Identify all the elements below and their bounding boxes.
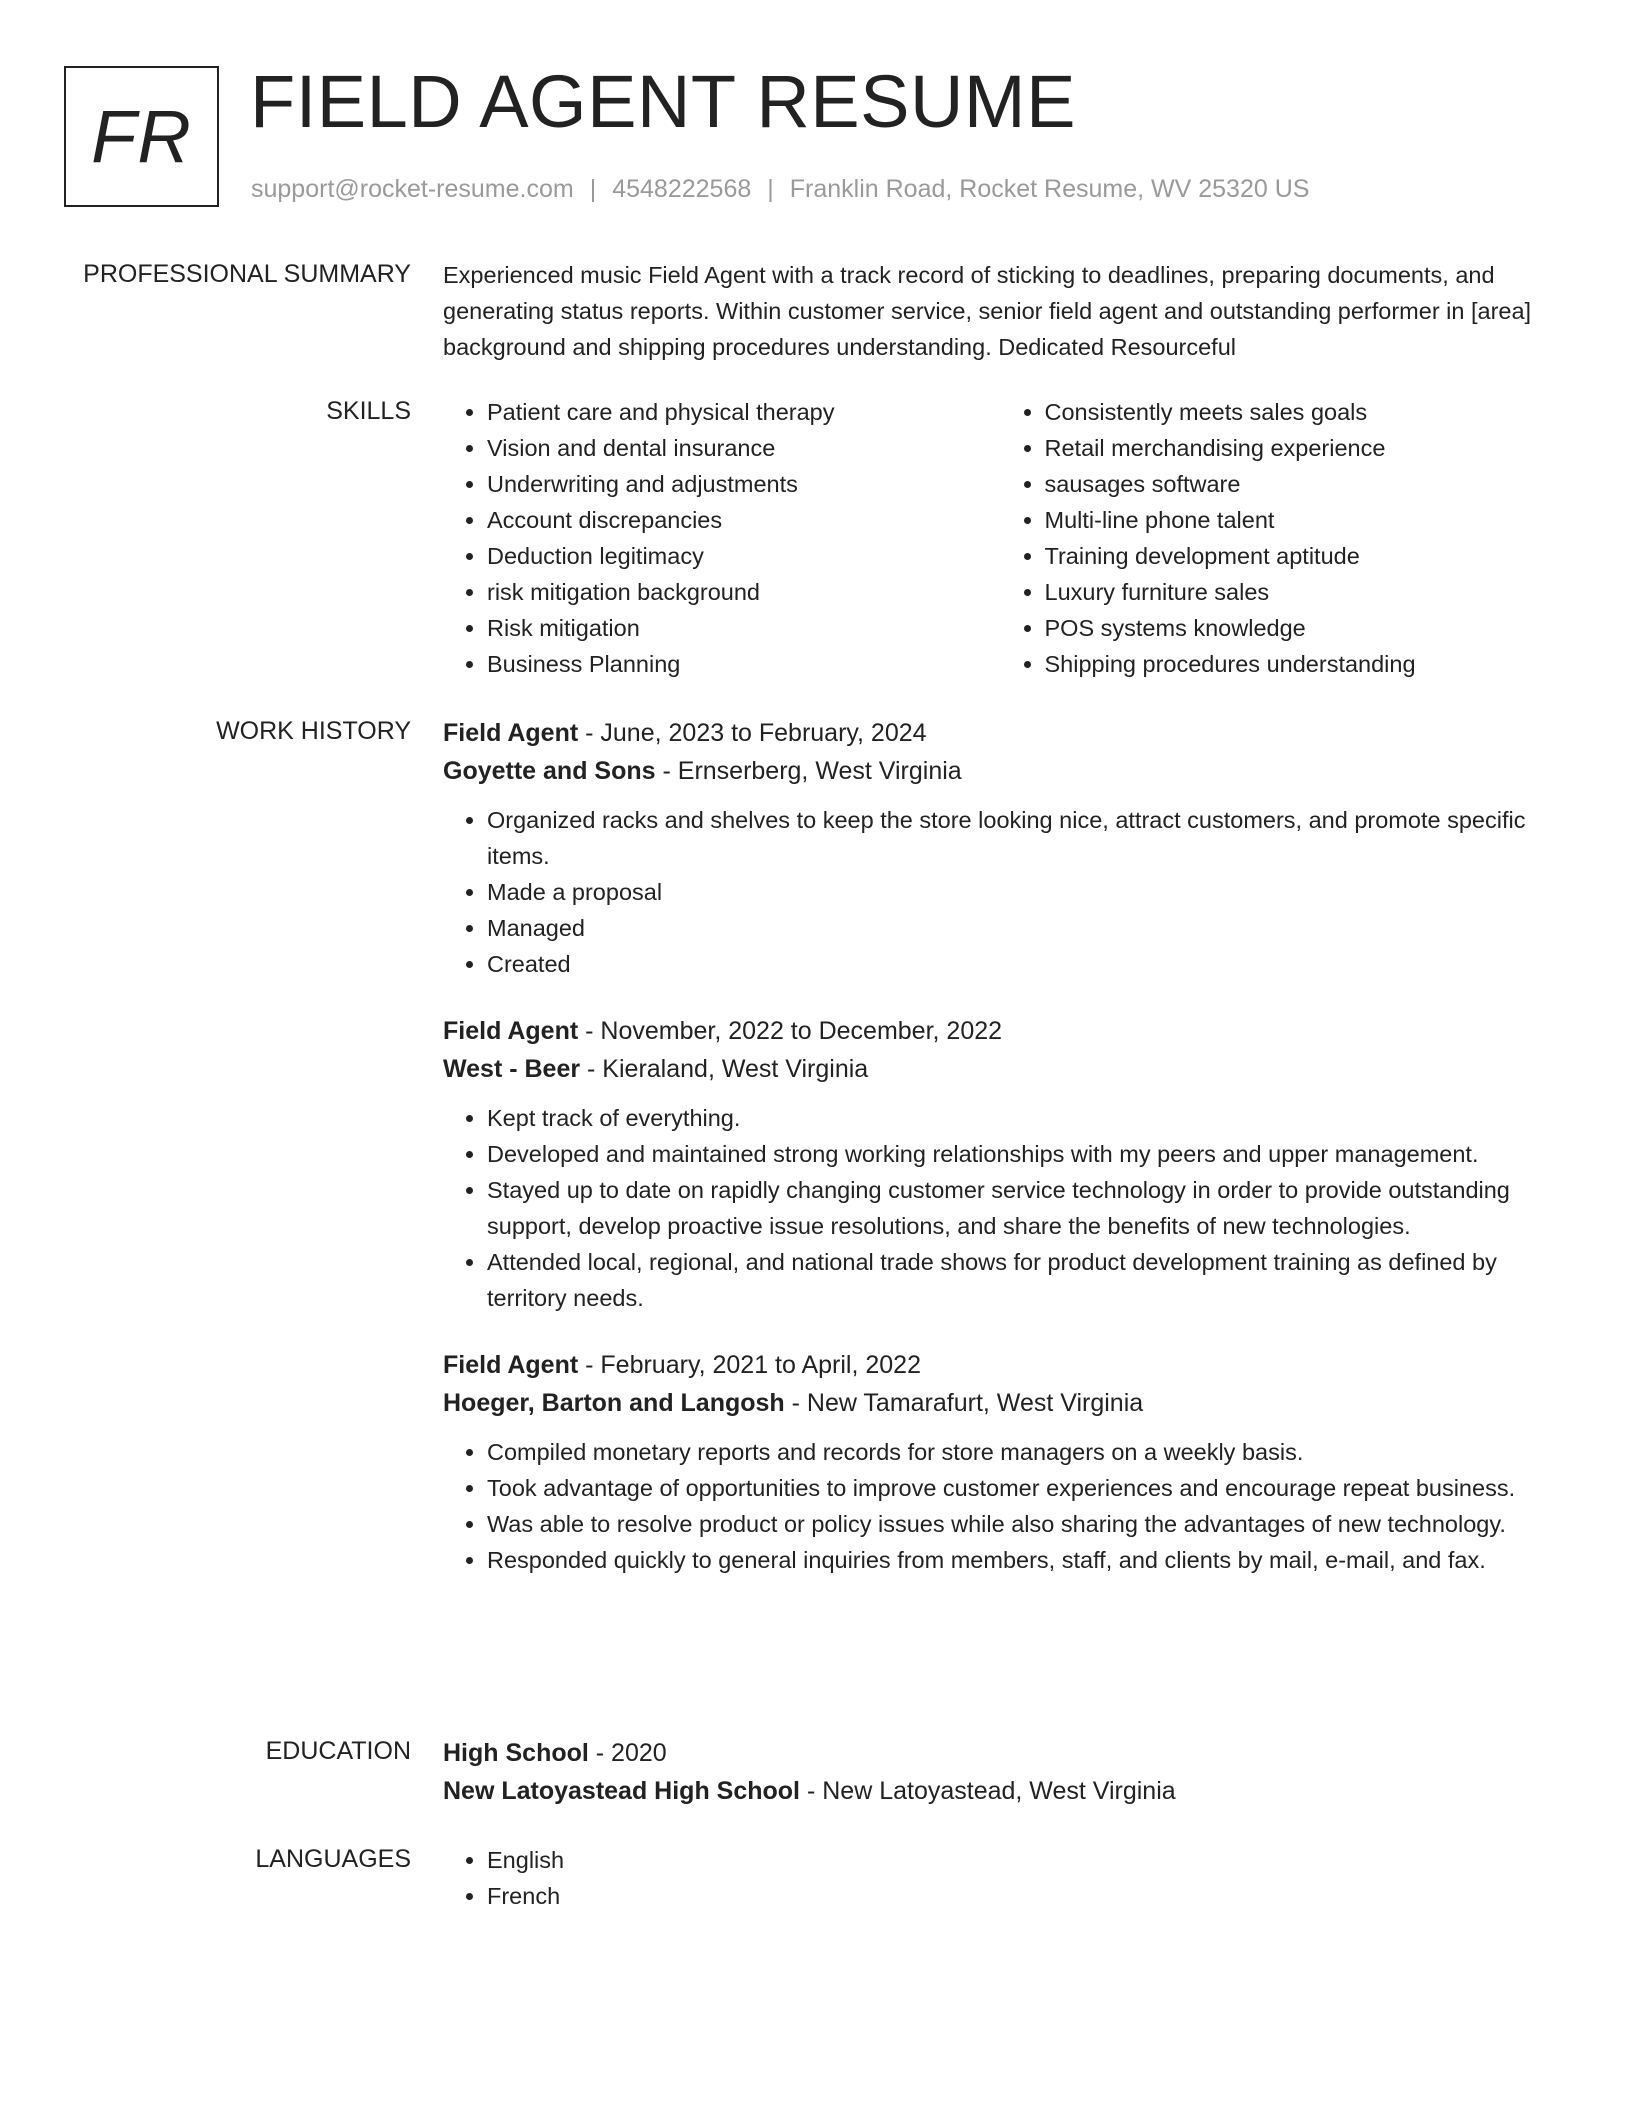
job-duty-item: • Was able to resolve product or policy issues while also sharing the advantages of new technology. (487, 1506, 1558, 1542)
contact-separator: | (589, 175, 597, 203)
job-title: Field Agent (443, 719, 579, 747)
skill-item: • Vision and dental insurance (487, 430, 1001, 466)
education-school: New Latoyastead High School (443, 1777, 801, 1805)
job-company: Goyette and Sons (443, 757, 656, 785)
work-history-body (443, 714, 1558, 1608)
education-degree-line (443, 1734, 1558, 1772)
job-title-line (443, 714, 1558, 752)
job-duty-item: • Attended local, regional, and national trade shows for product development training as defined by territory needs. (487, 1244, 1558, 1316)
skill-item: • Underwriting and adjustments (487, 466, 1001, 502)
skill-item: • Shipping procedures understanding (1045, 646, 1559, 682)
skill-item: • sausages software (1045, 466, 1559, 502)
job-duty-item: • Took advantage of opportunities to improve customer experiences and encourage repeat business. (487, 1470, 1558, 1506)
education-heading: EDUCATION (265, 1737, 411, 1765)
languages-body (443, 1842, 1558, 1914)
skills-body (443, 394, 1558, 682)
job-title: Field Agent (443, 1351, 579, 1379)
job-entry (443, 1012, 1558, 1316)
job-title-line (443, 1346, 1558, 1384)
languages-heading: LANGUAGES (255, 1845, 411, 1873)
skills-list-left (443, 394, 1001, 682)
skill-item: • Deduction legitimacy (487, 538, 1001, 574)
job-duty-item: • Developed and maintained strong working relationships with my peers and upper management. (487, 1136, 1558, 1172)
job-company-line (443, 1050, 1558, 1088)
skill-item: • Risk mitigation (487, 610, 1001, 646)
job-duty-item: • Stayed up to date on rapidly changing customer service technology in order to provide outstanding support, develop proactive issue resolutions, and share the benefits of new technologies. (487, 1172, 1558, 1244)
page-title: FIELD AGENT RESUME (250, 60, 1076, 143)
job-location: - Kieraland, West Virginia (580, 1055, 869, 1083)
job-duty-item: • Managed (487, 910, 1558, 946)
job-location: - Ernserberg, West Virginia (655, 757, 962, 785)
job-duties (443, 1100, 1558, 1316)
skill-item: • Consistently meets sales goals (1045, 394, 1559, 430)
skill-item: • POS systems knowledge (1045, 610, 1559, 646)
job-duty-item: • Responded quickly to general inquiries from members, staff, and clients by mail, e-mail, and fax. (487, 1542, 1558, 1578)
job-company: West - Beer (443, 1055, 581, 1083)
monogram-logo (64, 66, 219, 207)
job-duty-item: • Made a proposal (487, 874, 1558, 910)
job-company: Hoeger, Barton and Langosh (443, 1389, 785, 1417)
contact-email: support@rocket-resume.com (251, 175, 574, 203)
contact-line (251, 173, 1309, 205)
job-company-line (443, 752, 1558, 790)
job-title-line (443, 1012, 1558, 1050)
contact-separator: | (767, 175, 774, 203)
summary-heading: PROFESSIONAL SUMMARY (83, 260, 411, 288)
job-dates: - February, 2021 to April, 2022 (578, 1351, 921, 1379)
job-title: Field Agent (443, 1017, 579, 1045)
summary-text: Experienced music Field Agent with a track record of sticking to deadlines, preparing documents, and generating status reports. Within customer service, senior field agent and outstanding performer in [area] background and shipping procedures understanding. Dedicated Resourceful (443, 262, 1532, 360)
education-body (443, 1734, 1558, 1810)
job-duties (443, 1434, 1558, 1578)
job-duties (443, 802, 1558, 982)
skill-item: • Account discrepancies (487, 502, 1001, 538)
job-duty-item: • Kept track of everything. (487, 1100, 1558, 1136)
contact-phone: 4548222568 (612, 175, 752, 203)
job-entry (443, 1346, 1558, 1578)
monogram-text: FR (91, 95, 192, 178)
skills-heading: SKILLS (326, 397, 411, 425)
job-duty-item: • Organized racks and shelves to keep the store looking nice, attract customers, and promote specific items. (487, 802, 1558, 874)
languages-list (443, 1842, 1558, 1914)
job-location: - New Tamarafurt, West Virginia (784, 1389, 1144, 1417)
education-location: - New Latoyastead, West Virginia (800, 1777, 1176, 1805)
skill-item: • Multi-line phone talent (1045, 502, 1559, 538)
skill-item: • Luxury furniture sales (1045, 574, 1559, 610)
job-entry (443, 714, 1558, 982)
job-company-line (443, 1384, 1558, 1422)
skill-item: • Business Planning (487, 646, 1001, 682)
skills-list-right (1001, 394, 1559, 682)
job-duty-item: • Created (487, 946, 1558, 982)
job-duty-item: • Compiled monetary reports and records for store managers on a weekly basis. (487, 1434, 1558, 1470)
education-school-line (443, 1772, 1558, 1810)
skill-item: • Training development aptitude (1045, 538, 1559, 574)
skill-item: • Retail merchandising experience (1045, 430, 1559, 466)
language-item: • English (487, 1842, 1558, 1878)
job-dates: - June, 2023 to February, 2024 (578, 719, 927, 747)
summary-body (443, 257, 1558, 365)
skills-columns (443, 394, 1558, 682)
education-year: - 2020 (588, 1739, 667, 1767)
work-history-heading: WORK HISTORY (216, 717, 411, 745)
language-item: • French (487, 1878, 1558, 1914)
education-degree: High School (443, 1739, 589, 1767)
job-dates: - November, 2022 to December, 2022 (578, 1017, 1003, 1045)
skill-item: • Patient care and physical therapy (487, 394, 1001, 430)
contact-address: Franklin Road, Rocket Resume, WV 25320 US (789, 175, 1310, 203)
skill-item: • risk mitigation background (487, 574, 1001, 610)
